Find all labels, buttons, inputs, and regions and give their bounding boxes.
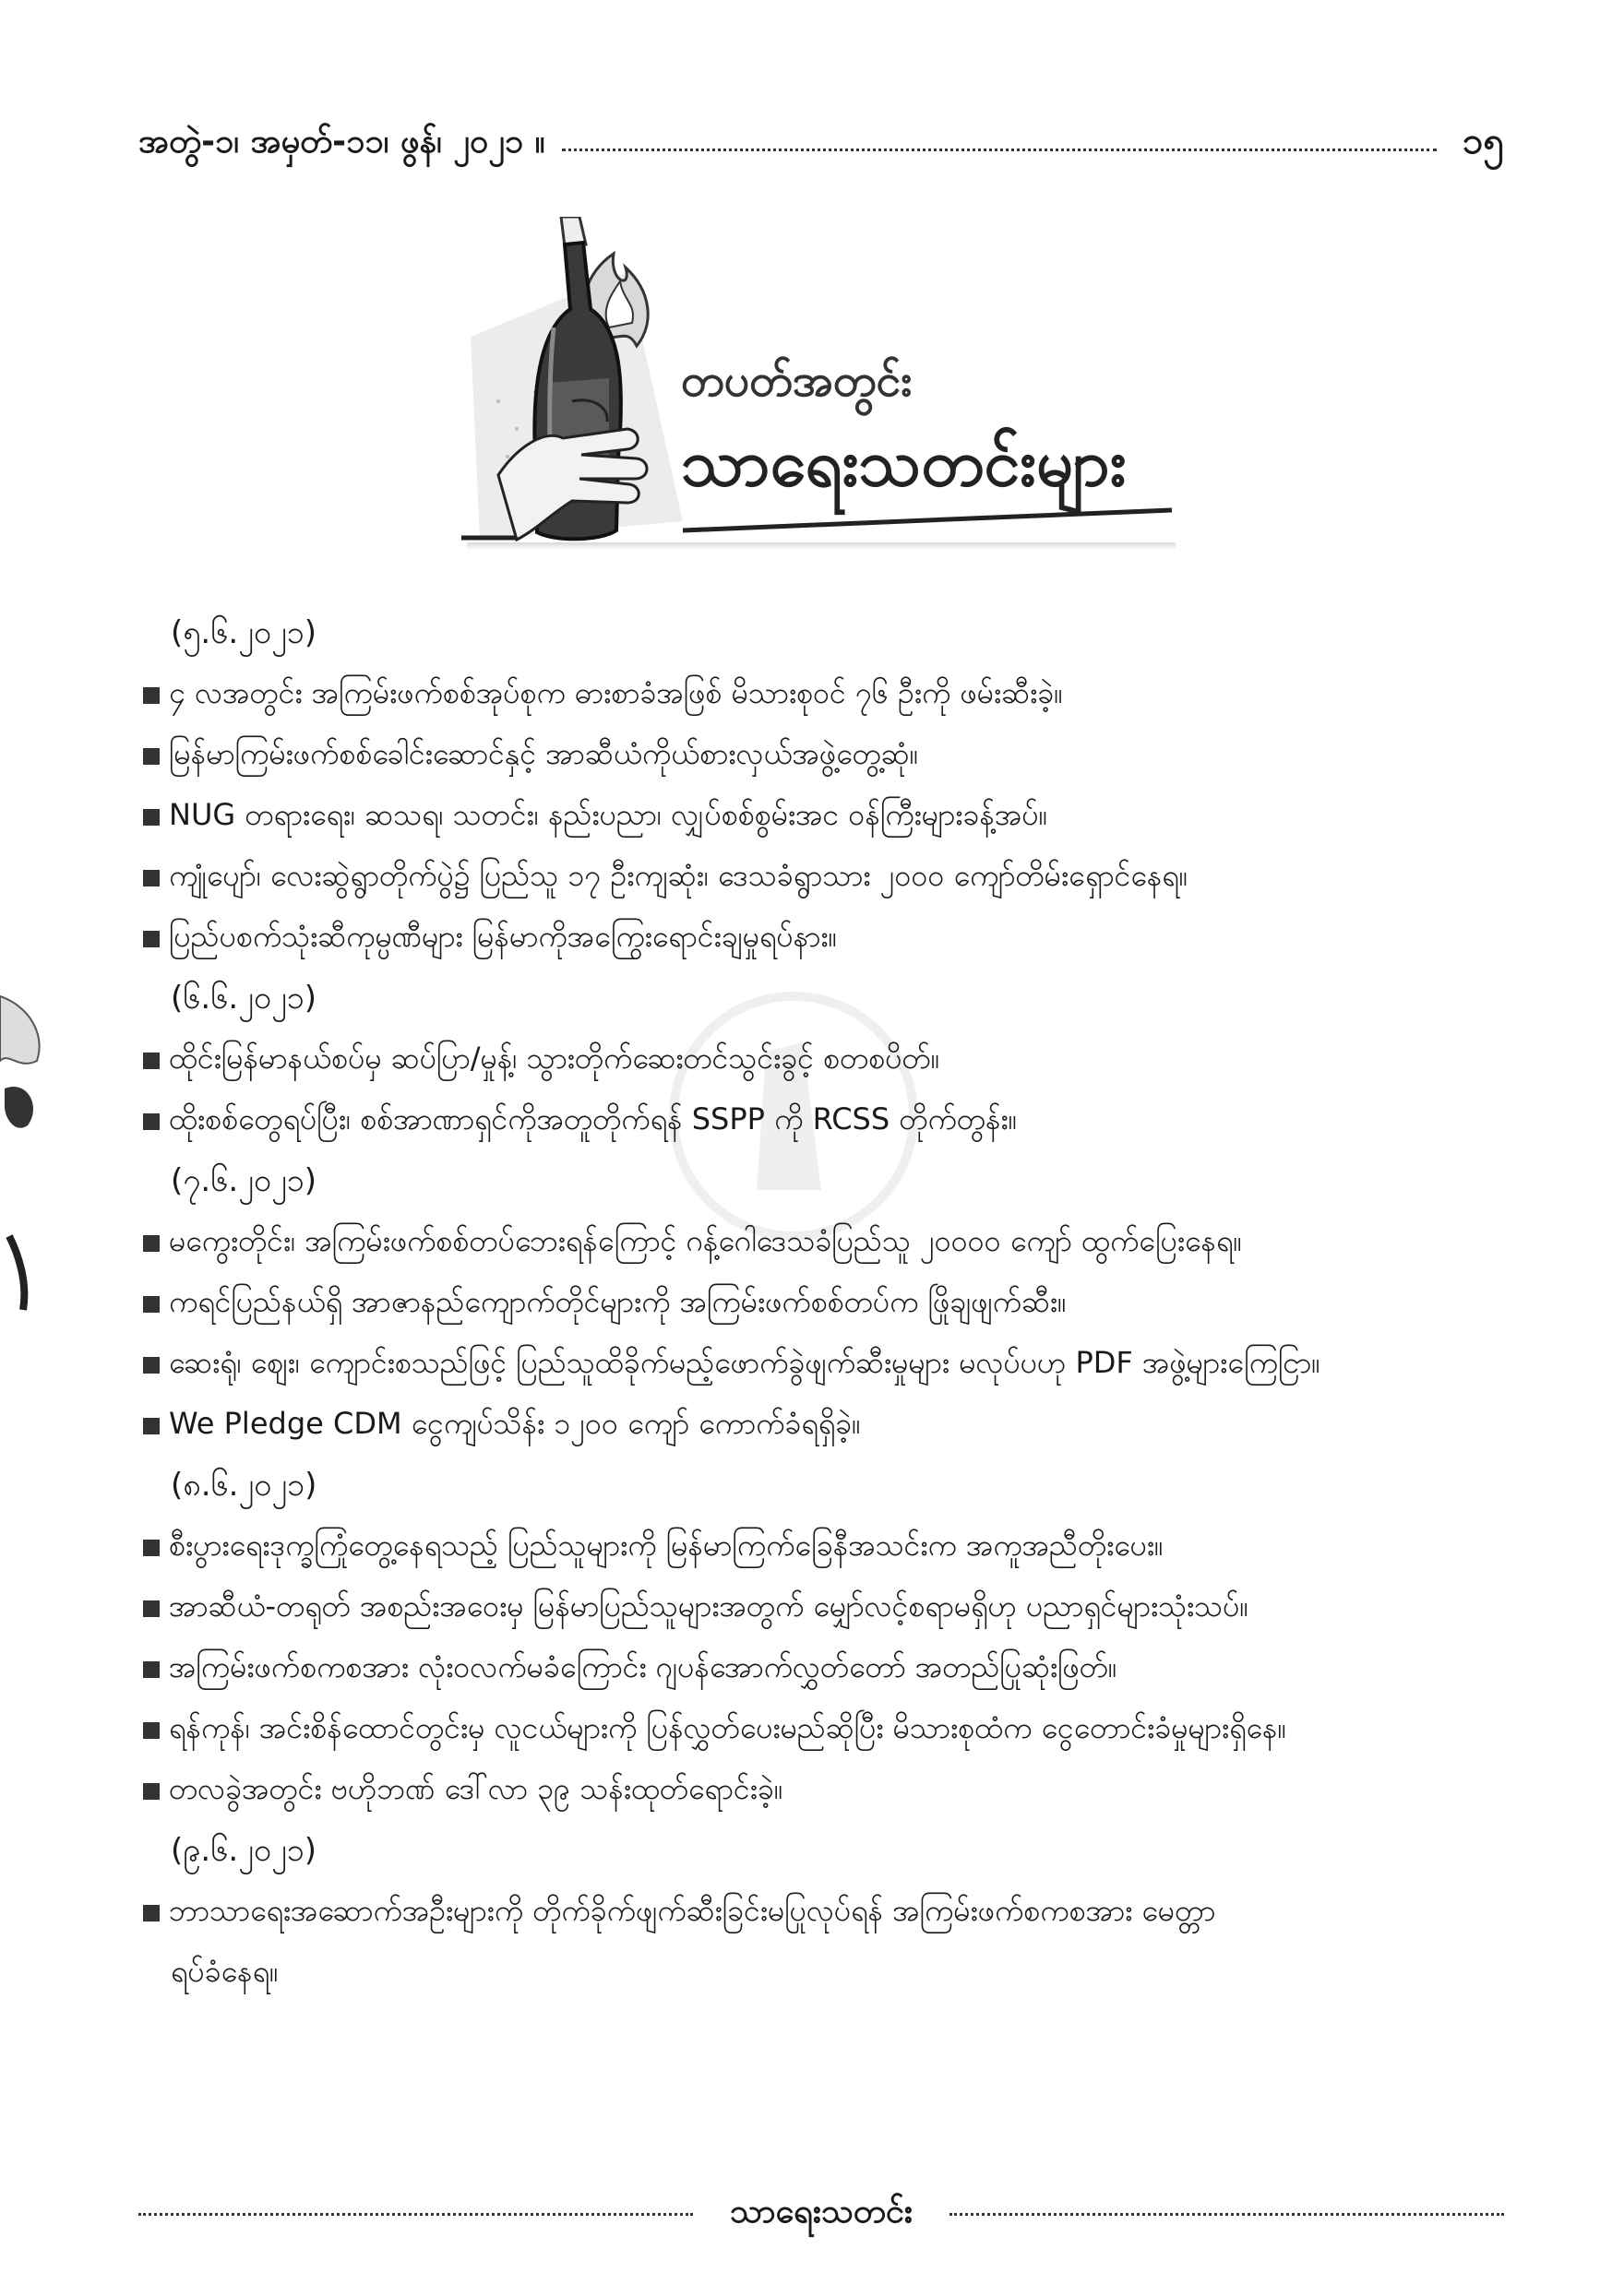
news-text: အကြမ်းဖက်စကစအား လုံးဝလက်မခံကြောင်း ဂျပန်အောက်လွှတ်တော် အတည်ပြုဆုံးဖြတ်။ <box>169 1649 1117 1684</box>
news-text: ၄ လအတွင်း အကြမ်းဖက်စစ်အုပ်စုက ဓားစာခံအဖြစ် မိသားစုဝင် ၇၆ ဦးကို ဖမ်းဆီးခဲ့။ <box>169 675 1063 710</box>
square-bullet-icon <box>143 1418 160 1434</box>
issue-info: အတွဲ-၁၊ အမှတ်-၁၁၊ ဖွန်၊ ၂၀၂၁ ။ <box>138 123 545 161</box>
list-item <box>143 665 1509 726</box>
header-dotted-rule <box>562 149 1437 151</box>
list-item-continuation: ရပ်ခံနေရ။ <box>171 1954 279 1989</box>
square-bullet-icon <box>143 931 160 947</box>
news-text: တလခွဲအတွင်း ဗဟိုဘဏ် ဒေါ်လာ ၃၉ သန်းထုတ်ရောင်းခဲ့။ <box>169 1771 783 1806</box>
edge-decoration <box>0 978 55 1347</box>
date-heading: (၇.၆.၂၀၂၁) <box>171 1161 317 1199</box>
news-text: အာဆီယံ-တရုတ် အစည်းအဝေးမှ မြန်မာပြည်သူများအတွက် မျှော်လင့်စရာမရှိဟု ပညာရှင်များသုံးသပ်။ <box>169 1588 1249 1624</box>
list-item <box>143 1213 1509 1274</box>
list-item <box>143 726 1509 787</box>
logo-subtitle: တပတ်အတွင်း <box>681 355 913 407</box>
page-number: ၁၅ <box>1463 119 1504 162</box>
page-footer <box>138 2186 1504 2242</box>
news-text: ထိုင်းမြန်မာနယ်စပ်မှ ဆပ်ပြာ/မှုန့်၊ သွားတိုက်ဆေးတင်သွင်းခွင့် စတစပိတ်။ <box>169 1041 940 1076</box>
news-text: စီးပွားရေးဒုက္ခကြုံတွေ့နေရသည့် ပြည်သူများကို မြန်မာကြက်ခြေနီအသင်းက အကူအညီတိုးပေး။ <box>169 1528 1164 1563</box>
news-text: မြန်မာကြမ်းဖက်စစ်ခေါင်းဆောင်နှင့် အာဆီယံကိုယ်စားလှယ်အဖွဲ့တွေ့ဆုံ။ <box>169 736 919 771</box>
square-bullet-icon <box>143 1661 160 1678</box>
list-item <box>143 848 1509 909</box>
date-heading: (၉.၆.၂၀၂၁) <box>171 1831 317 1869</box>
square-bullet-icon <box>143 1113 160 1130</box>
news-text: ဆေးရုံ၊ ဈေး၊ ကျောင်းစသည်ဖြင့် ပြည်သူထိခိုက်မည့်ဖောက်ခွဲဖျက်ဆီးမှုများ မလုပ်ပဟု PDF အဖွဲ့များကြေငြာ။ <box>169 1345 1320 1380</box>
list-item <box>143 1883 1509 1944</box>
list-item <box>143 1578 1509 1639</box>
news-text: NUG တရားရေး၊ ဆသရ၊ သတင်း၊ နည်းပညာ၊ လျှပ်စစ်စွမ်းအင ဝန်ကြီးများခန့်အပ်။ <box>169 797 1048 832</box>
square-bullet-icon <box>143 809 160 826</box>
list-item <box>143 1700 1509 1761</box>
list-item <box>143 1030 1509 1091</box>
news-text: မကွေးတိုင်း၊ အကြမ်းဖက်စစ်တပ်ဘေးရန်ကြောင့် ဂန့်ဂေါဒေသခံပြည်သူ ၂၀၀၀၀ ကျော် ထွက်ပြေးနေရ။ <box>169 1223 1243 1258</box>
news-text: ရန်ကုန်၊ အင်းစိန်ထောင်တွင်းမှ လူငယ်များကို ပြန်လွှတ်ပေးမည်ဆိုပြီး မိသားစုထံက ငွေတောင်းခံမှုများရှိနေ။ <box>169 1710 1287 1745</box>
page-header <box>138 118 1504 170</box>
square-bullet-icon <box>143 1296 160 1313</box>
square-bullet-icon <box>143 1905 160 1921</box>
date-heading: (၈.၆.၂၀၂၁) <box>171 1466 317 1504</box>
square-bullet-icon <box>143 870 160 886</box>
news-text: ကျုံပျော်၊ လေးဆွဲရွာတိုက်ပွဲ၌ ပြည်သူ ၁၇ ဦးကျဆုံး၊ ဒေသခံရွာသား ၂၀၀၀ ကျော်တိမ်းရှောင်နေရ။ <box>169 858 1188 893</box>
square-bullet-icon <box>143 687 160 704</box>
news-text: ပြည်ပစက်သုံးဆီကုမ္ပဏီများ မြန်မာကိုအကြွေးရောင်းချမှုရပ်နား။ <box>169 919 838 954</box>
square-bullet-icon <box>143 1722 160 1739</box>
square-bullet-icon <box>143 748 160 765</box>
news-text: We Pledge CDM ငွေကျပ်သိန်း ၁၂၀၀ ကျော် ကောက်ခံရရှိခဲ့။ <box>169 1406 861 1441</box>
square-bullet-icon <box>143 1600 160 1617</box>
square-bullet-icon <box>143 1235 160 1252</box>
news-text: ဘာသာရေးအဆောက်အဦးများကို တိုက်ခိုက်ဖျက်ဆီးခြင်းမပြုလုပ်ရန် အကြမ်းဖက်စကစအား မေတ္တာ <box>169 1893 1216 1928</box>
square-bullet-icon <box>143 1357 160 1374</box>
list-item <box>143 1517 1509 1578</box>
list-item <box>143 787 1509 848</box>
list-item <box>143 1396 1509 1457</box>
square-bullet-icon <box>143 1783 160 1800</box>
news-text: ကရင်ပြည်နယ်ရှိ အာဇာနည်ကျောက်တိုင်များကို အကြမ်းဖက်စစ်တပ်က ဖြိုချဖျက်ဆီး။ <box>169 1284 1067 1319</box>
list-item <box>143 909 1509 970</box>
logo-shadow <box>466 542 1176 550</box>
date-heading: (၆.၆.၂၀၂၁) <box>171 979 317 1017</box>
footer-dotted-rule-right <box>949 2213 1504 2216</box>
news-text: ထိုးစစ်တွေရပ်ပြီး၊ စစ်အာဏာရှင်ကိုအတူတိုက်ရန် SSPP ကို RCSS တိုက်တွန်း။ <box>169 1101 1018 1136</box>
date-heading: (၅.၆.၂၀၂၁) <box>171 613 317 651</box>
news-list <box>143 604 1509 2005</box>
square-bullet-icon <box>143 1540 160 1556</box>
logo-title: သာရေးသတင်းများ <box>681 425 1127 501</box>
list-item <box>143 1091 1509 1152</box>
list-item <box>143 1274 1509 1335</box>
footer-dotted-rule-left <box>138 2213 693 2216</box>
list-item <box>143 1335 1509 1396</box>
footer-title: သာရေးသတင်း <box>730 2193 913 2231</box>
square-bullet-icon <box>143 1053 160 1069</box>
list-item <box>143 1639 1509 1700</box>
list-item <box>143 1761 1509 1822</box>
